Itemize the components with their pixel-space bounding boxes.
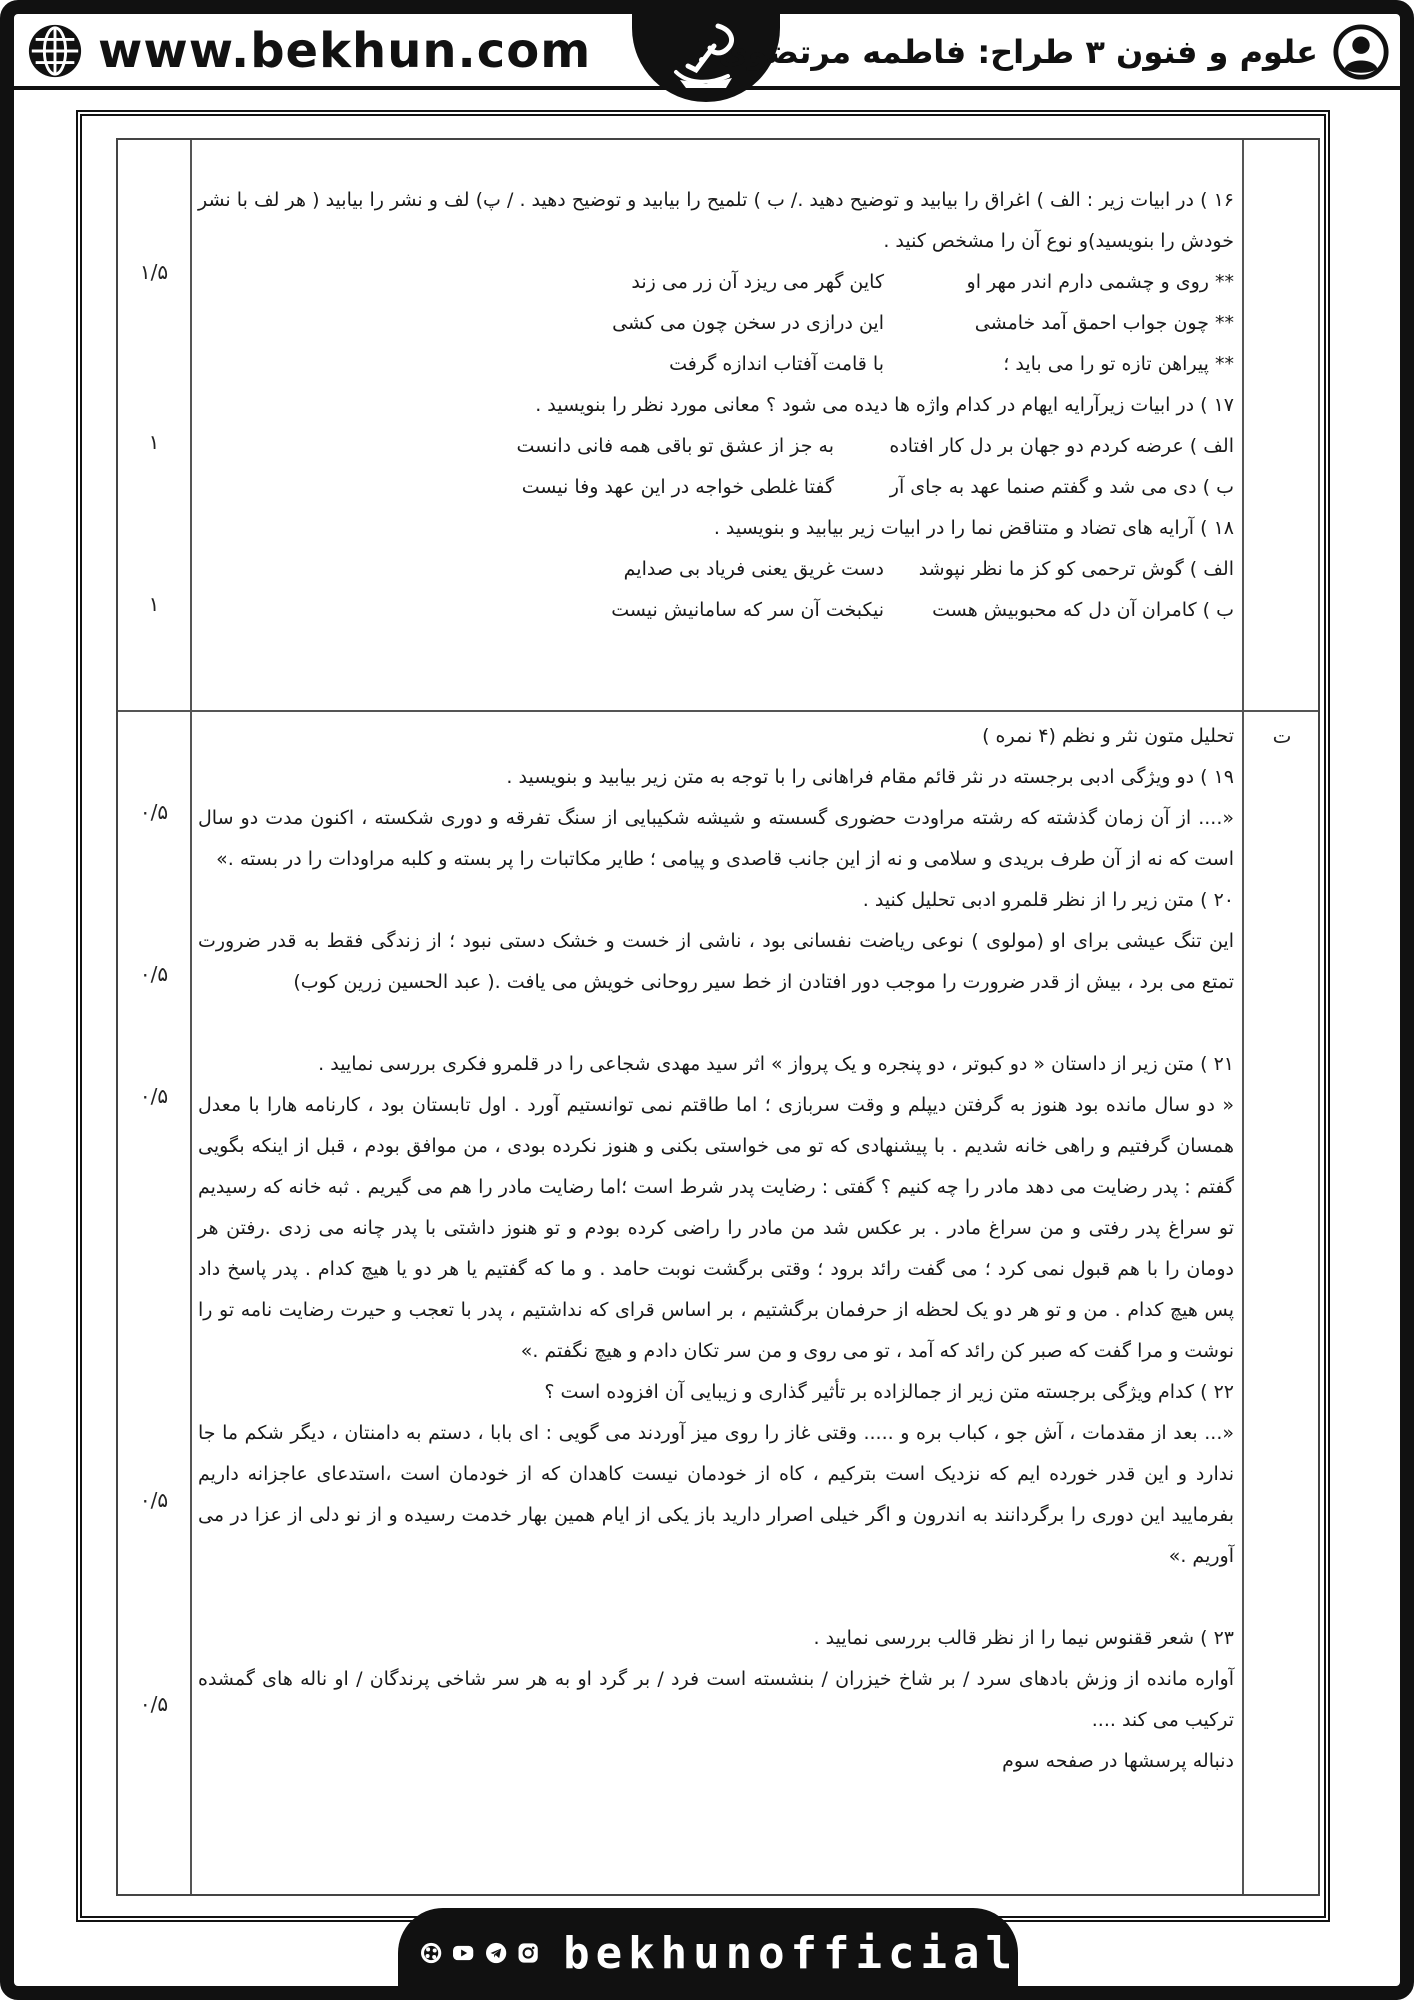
q18-score: ۱ [148, 592, 160, 616]
instagram-icon[interactable] [517, 1931, 539, 1975]
continued-note: دنباله پرسشها در صفحه سوم [1002, 1750, 1234, 1772]
q19-passage: «.... از آن زمان گذشته که رشته مراودت حضوری گسسته و شیشه شکیبایی از سنگ تفرقه و دوری شکسته ، اکنون مدت دو سال است که نه از آن طرف بریدی و سلامی و نه از این جانب قاصدی و پیامی ؛ طایر مکاتبات را پر بسته و کلبه مراودات را در بسته .» [198, 807, 1234, 870]
telegram-icon[interactable] [485, 1931, 507, 1975]
q17-verse-1: الف ) عرضه کردم دو جهان بر دل کار افتاده به جز از عشق تو باقی همه فانی دانست [516, 435, 1234, 457]
header-title-block [718, 22, 1390, 82]
exam-table [116, 138, 1320, 1896]
q20-score: ۰/۵ [139, 962, 169, 986]
globe-icon [26, 22, 84, 80]
section-text-analysis [198, 716, 1234, 1782]
q18-verse-2: ب ) کامران آن دل که محبوبیش هست نیکبخت آن سر که سامانیش نیست [611, 599, 1234, 621]
section-letter: ت [1272, 724, 1292, 748]
q16-verse-3: ** پیراهن تازه تو را می باید ؛ با قامت آفتاب اندازه گرفت [669, 353, 1234, 375]
q21-text: ۲۱ ) متن زیر از داستان « دو کبوتر ، دو پنجره و یک پرواز » اثر سید مهدی شجاعی را در قلمرو فکری بررسی نمایید . [318, 1053, 1234, 1075]
section-divider [118, 710, 1318, 712]
q17-score: ۱ [148, 430, 160, 454]
user-icon[interactable] [1332, 23, 1390, 81]
header [14, 14, 1400, 90]
q21-passage: « دو سال مانده بود هنوز به گرفتن دیپلم و وقت سربازی ؛ اما طاقتم نمی توانستیم آورد . اول تابستان بود ، کارنامه هارا با معدل همسان گرفتیم و راهی خانه شدیم . با پیشنهادی که تو می خواستی بکنی و هنوز نکرده بودی ، من موافق بودم ، قبل از اینکه بگویی گفتم : پدر رضایت می دهد مادر را چه کنیم ؟ گفتی : رضایت پدر شرط است ؛اما رضایت مادر را هم می گیریم . ثبه خانه که رسیدیم تو سراغ پدر رفتی و من سراغ مادر . بر عکس شد من مادر را راضی کرده بودم و تو هنوز داشتی با پدر چانه می زدی .رفتن هر دومان را با هم قبول نمی کرد ؛ می گفت رائد برود ؛ وقتی برگشت نوبت حامد . و ما که گفتیم یا هر دو یا هیچ کدام . پدر پاسخ داد پس هیچ کدام . من و تو هر دو یک لحظه از حرفمان برگشتیم ، بر اساس قرای که نداشتیم ، پدر با تعجب و حیرت رضایت نامه تو را نوشت و مرا گفت که صبر کن رائد که آمد ، تو می روی و من سر تکان دادم و هیچ نگفتم .» [198, 1094, 1234, 1362]
header-title: علوم و فنون ۳ طراح: فاطمه مرتضوی [718, 33, 1318, 71]
q21-score: ۰/۵ [139, 1084, 169, 1108]
q19-score: ۰/۵ [139, 800, 169, 824]
q16-verse-1: ** روی و چشمی دارم اندر مهر او کاین گهر می ریزد آن زر می زند [631, 271, 1234, 293]
q16-text: ۱۶ ) در ابیات زیر : الف ) اغراق را بیابید و توضیح دهید ./ ب ) تلمیح را بیابید و توضیح دهید . / پ) لف و نشر را بیابید ( هر لف با نشر خودش را بنویسید)و نوع آن را مشخص کنید . [198, 189, 1234, 252]
q20-passage: این تنگ عیشی برای او (مولوی ) نوعی ریاضت نفسانی بود ، ناشی از خست و خشک دستی نبود ؛ از زندگی فقط به قدر ضرورت تمتع می برد ، بیش از قدر ضرورت را موجب دور افتادن از خط سیر روحانی خویش می یافت .( عبد الحسین زرین کوب) [198, 930, 1234, 993]
section-column-divider [1242, 140, 1244, 1894]
section2-heading: تحلیل متون نثر و نظم (۴ نمره ) [982, 725, 1234, 747]
q22-score: ۰/۵ [139, 1488, 169, 1512]
youtube-icon[interactable] [452, 1931, 474, 1975]
q23-passage: آواره مانده از وزش بادهای سرد / بر شاخ خیزران / بنشسته است فرد / بر گرد او به هر سر شاخی پرندگان / او ناله های گمشده ترکیب می کند .... [198, 1668, 1234, 1731]
social-handle[interactable]: bekhunofficial [563, 1927, 1018, 1979]
score-column-divider [190, 140, 192, 1894]
section-literary-devices [198, 180, 1234, 631]
footer-social-bar [398, 1908, 1018, 1998]
q18-verse-1: الف ) گوش ترحمی کو کز ما نظر نپوشد دست غریق یعنی فریاد بی صدایم [623, 558, 1234, 580]
q23-text: ۲۳ ) شعر ققنوس نیما را از نظر قالب بررسی نمایید . [813, 1627, 1234, 1649]
q20-text: ۲۰ ) متن زیر را از نظر قلمرو ادبی تحلیل کنید . [862, 889, 1234, 911]
spacer [198, 1577, 1234, 1618]
q22-passage: «... بعد از مقدمات ، آش جو ، کباب بره و ..... وقتی غاز را روی میز آوردند می گویی : ای بابا ، دستم به دامنتان ، دیگر شکم ما جا ندارد و این قدر خورده ایم که نزدیک است بترکیم ، کاه از خودمان نیست کاهدان که از خودمان است ،استدعای عاجزانه داریم بفرمایید این دوری را برگردانند به اندرون و اگر خیلی اصرار دارید باز یکی از ایام همین بهار خدمت رسیده و از نو دلی از عزا در می آوریم .» [198, 1422, 1234, 1567]
q17-text: ۱۷ ) در ابیات زیرآرایه ایهام در کدام واژه ها دیده می شود ؟ معانی مورد نظر را بنویسید . [535, 394, 1234, 416]
q19-text: ۱۹ ) دو ویژگی ادبی برجسته در نثر قائم مقام فراهانی را با توجه به متن زیر بیابید و بنویسید . [506, 766, 1234, 788]
q17-verse-2: ب ) دی می شد و گفتم صنما عهد به جای آر گفتا غلطی خواجه در این عهد وفا نیست [521, 476, 1234, 498]
q16-score: ۱/۵ [139, 260, 169, 284]
q16-verse-2: ** چون جواب احمق آمد خامشی این درازی در سخن چون می کشی [612, 312, 1234, 334]
q22-text: ۲۲ ) کدام ویژگی برجسته متن زیر از جمالزاده بر تأثیر گذاری و زیبایی آن افزوده است ؟ [544, 1381, 1234, 1403]
spacer [198, 1003, 1234, 1044]
aparat-icon[interactable] [420, 1931, 442, 1975]
q18-text: ۱۸ ) آرایه های تضاد و متناقض نما را در ابیات زیر بیابید و بنویسید . [713, 517, 1234, 539]
q23-score: ۰/۵ [139, 1692, 169, 1716]
site-url[interactable]: www.bekhun.com [98, 23, 592, 79]
site-link[interactable] [26, 20, 591, 82]
